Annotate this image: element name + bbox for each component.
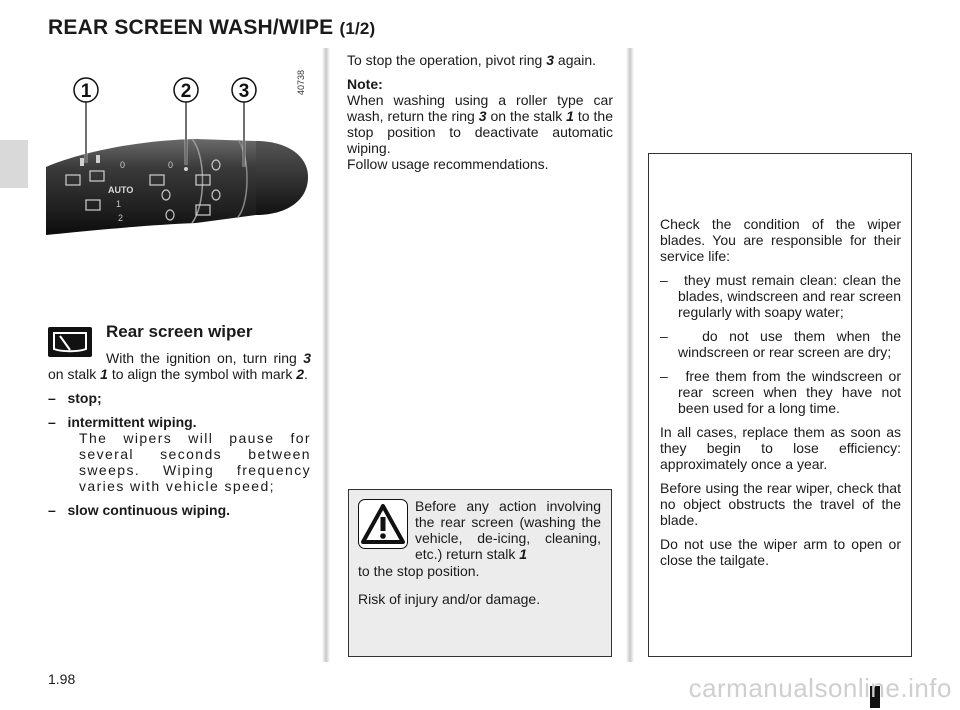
blade-item-clean: – they must remain clean: clean the blades, windscreen and rear screen regularly with soapy water; <box>660 272 901 320</box>
note-text: When washing using a roller type car wash, return the ring 3 on the stalk 1 to the stop position to deactivate automatic wiping. <box>347 92 614 156</box>
list-item-stop: – stop; <box>48 390 102 406</box>
blade-intro: Check the condition of the wiper blades. You are responsible for their service life: <box>660 216 901 264</box>
blade-item-dry: – do not use them when the windscreen or rear screen are dry; <box>660 328 901 360</box>
blade-item-free: – free them from the windscreen or rear screen when they have not been used for a long time. <box>660 368 901 416</box>
svg-text:1: 1 <box>80 81 92 102</box>
warning-triangle-icon <box>358 499 408 549</box>
section-heading: Rear screen wiper <box>106 322 253 341</box>
svg-text:1: 1 <box>116 199 122 209</box>
warning-box <box>348 489 612 657</box>
tailgate-paragraph: Do not use the wiper arm to open or close the tailgate. <box>660 536 901 568</box>
figure-code: 40738 <box>296 69 306 95</box>
svg-text:2: 2 <box>118 213 124 223</box>
list-item-intermittent: – intermittent wiping. <box>48 414 197 430</box>
svg-text:2: 2 <box>180 81 192 102</box>
callout-2 <box>174 78 198 102</box>
column-divider-left <box>322 48 330 662</box>
note-label: Note: <box>347 76 383 92</box>
svg-text:0: 0 <box>168 160 174 170</box>
page-title-part: (1/2) <box>339 19 376 38</box>
stalk-drawing <box>46 55 312 255</box>
svg-text:3: 3 <box>238 81 250 102</box>
replace-paragraph: In all cases, replace them as soon as they begin to lose efficiency: approximately once a year. <box>660 424 901 472</box>
middle-column-text <box>347 52 613 172</box>
watermark: carmanualsonline.info <box>688 673 952 703</box>
intermittent-detail: The wipers will pause for several seconds between sweeps. Wiping frequency varies with vehicle speed; <box>79 430 311 494</box>
follow-recommendations: Follow usage recommendations. <box>347 156 549 172</box>
stalk-auto-label: AUTO <box>108 185 134 195</box>
risk-text: Risk of injury and/or damage. <box>358 591 541 607</box>
list-item-continuous: – slow continuous wiping. <box>48 502 231 518</box>
obstruction-paragraph: Before using the rear wiper, check that no object obstructs the travel of the blade. <box>660 480 901 528</box>
page-title: REAR SCREEN WASH/WIPE (1/2) <box>48 16 376 39</box>
intro-paragraph: With the ignition on, turn ring 3 on stalk 1 to align the symbol with mark 2. <box>48 350 311 382</box>
section-tab <box>0 140 28 188</box>
page-number: 1.98 <box>48 671 76 687</box>
column-divider-right <box>626 48 634 662</box>
wiper-blade-box <box>648 153 912 657</box>
stop-instruction: To stop the operation, pivot ring 3 again. <box>347 52 597 68</box>
svg-text:0: 0 <box>120 160 126 170</box>
callout-3 <box>232 78 256 102</box>
warning-text-top: Before any action involving the rear screen (washing the vehicle, de-icing, cleaning, etc.) return stalk 1 <box>415 498 601 562</box>
stalk-illustration <box>46 55 312 255</box>
warning-text-bottom: to the stop position. <box>358 563 480 579</box>
callout-1 <box>74 78 98 102</box>
left-column-text <box>48 350 311 518</box>
